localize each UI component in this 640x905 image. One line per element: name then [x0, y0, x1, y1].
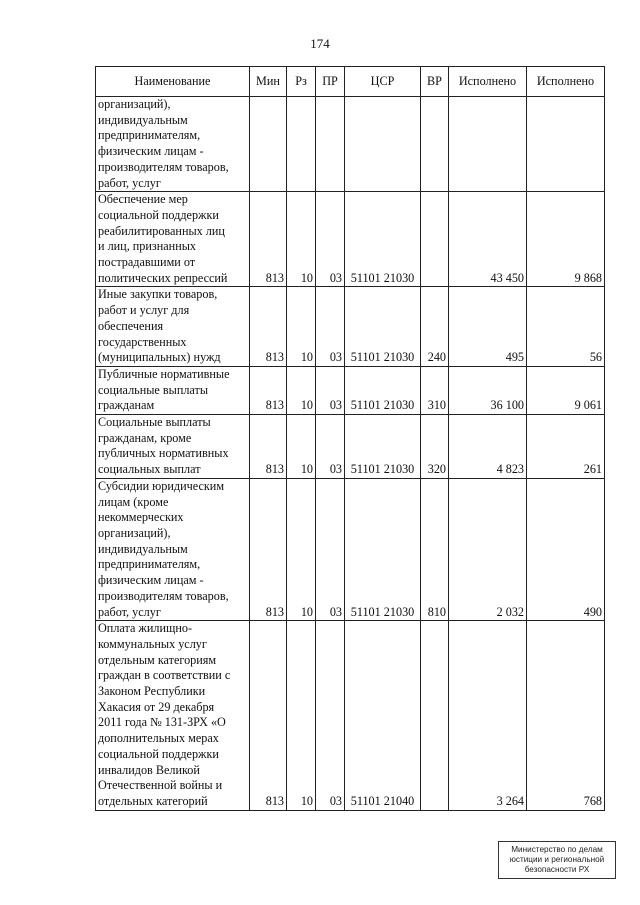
table-row: [96, 415, 605, 479]
row-rz: 10: [287, 478, 316, 620]
row-min: 813: [250, 192, 287, 287]
row-name-cell: [96, 621, 250, 810]
row-csr: 51101 21030: [345, 287, 421, 367]
row-name-cell: [96, 478, 250, 620]
table-row: [96, 287, 605, 367]
row-done-1: 495: [449, 287, 527, 367]
budget-table: [95, 66, 605, 811]
row-vr: 310: [421, 366, 449, 414]
row-name: Субсидии юридическим лицам (кроме некоммерческих организаций), индивидуальным предпринимателям, физическим лицам - производителям товаров, работ, услуг: [98, 478, 229, 619]
table-row: [96, 366, 605, 414]
row-rz: 10: [287, 192, 316, 287]
row-name: Оплата жилищно- коммунальных услуг отдельным категориям граждан в соответствии с Законом Республики Хакасия от 29 декабря 2011 года № 131-ЗРХ «О дополнительных мерах социальной поддержки инвалидов Великой Отечественной войны и отдельных категорий: [98, 621, 231, 808]
header-pr: ПР: [316, 67, 345, 97]
header-vr: ВР: [421, 67, 449, 97]
stamp-line-3: безопасности РХ: [524, 865, 590, 874]
row-done-1: [449, 97, 527, 192]
row-done-1: 43 450: [449, 192, 527, 287]
row-vr: 320: [421, 415, 449, 479]
row-pr: 03: [316, 621, 345, 810]
row-vr: [421, 97, 449, 192]
row-done-1: 2 032: [449, 478, 527, 620]
row-pr: [316, 97, 345, 192]
row-min: 813: [250, 621, 287, 810]
row-name: Обеспечение мер социальной поддержки реабилитированных лиц и лиц, признанных пострадавшими от политических репрессий: [98, 192, 228, 285]
row-name: Иные закупки товаров, работ и услуг для обеспечения государственных (муниципальных) нужд: [98, 287, 221, 365]
row-rz: 10: [287, 366, 316, 414]
row-done-2: 56: [527, 287, 605, 367]
table-header-row: [96, 67, 605, 97]
row-min: [250, 97, 287, 192]
row-rz: [287, 97, 316, 192]
row-done-2: 768: [527, 621, 605, 810]
row-vr: [421, 192, 449, 287]
row-name: организаций), индивидуальным предпринимателям, физическим лицам - производителям товаров, работ, услуг: [98, 97, 229, 190]
table-row: [96, 192, 605, 287]
row-csr: 51101 21030: [345, 478, 421, 620]
table-row: [96, 621, 605, 810]
header-done-2: Исполнено: [527, 67, 605, 97]
row-pr: 03: [316, 366, 345, 414]
row-csr: 51101 21030: [345, 192, 421, 287]
row-done-2: 490: [527, 478, 605, 620]
row-done-1: 4 823: [449, 415, 527, 479]
row-done-2: [527, 97, 605, 192]
stamp-line-1: Министерство по делам: [511, 845, 603, 854]
row-name-cell: [96, 97, 250, 192]
stamp-line-2: юстиции и региональной: [509, 855, 605, 864]
row-pr: 03: [316, 478, 345, 620]
row-name-cell: [96, 415, 250, 479]
header-name: Наименование: [96, 67, 250, 97]
header-csr: ЦСР: [345, 67, 421, 97]
row-done-1: 3 264: [449, 621, 527, 810]
row-min: 813: [250, 287, 287, 367]
row-pr: 03: [316, 287, 345, 367]
row-min: 813: [250, 478, 287, 620]
row-rz: 10: [287, 287, 316, 367]
row-csr: 51101 21030: [345, 366, 421, 414]
row-min: 813: [250, 415, 287, 479]
row-rz: 10: [287, 415, 316, 479]
table-row: [96, 97, 605, 192]
row-vr: 240: [421, 287, 449, 367]
row-name-cell: [96, 366, 250, 414]
header-done-1: Исполнено: [449, 67, 527, 97]
row-vr: 810: [421, 478, 449, 620]
row-vr: [421, 621, 449, 810]
row-name: Социальные выплаты гражданам, кроме публичных нормативных социальных выплат: [98, 415, 229, 477]
row-done-1: 36 100: [449, 366, 527, 414]
row-csr: 51101 21030: [345, 415, 421, 479]
row-min: 813: [250, 366, 287, 414]
row-done-2: 9 868: [527, 192, 605, 287]
row-pr: 03: [316, 415, 345, 479]
row-done-2: 9 061: [527, 366, 605, 414]
row-name: Публичные нормативные социальные выплаты гражданам: [98, 366, 230, 413]
header-rz: Рз: [287, 67, 316, 97]
row-name-cell: [96, 192, 250, 287]
row-name-cell: [96, 287, 250, 367]
page-number: 174: [310, 36, 330, 51]
row-csr: [345, 97, 421, 192]
row-pr: 03: [316, 192, 345, 287]
table-row: [96, 478, 605, 620]
ministry-stamp: [498, 841, 616, 879]
header-min: Мин: [250, 67, 287, 97]
row-csr: 51101 21040: [345, 621, 421, 810]
row-rz: 10: [287, 621, 316, 810]
row-done-2: 261: [527, 415, 605, 479]
